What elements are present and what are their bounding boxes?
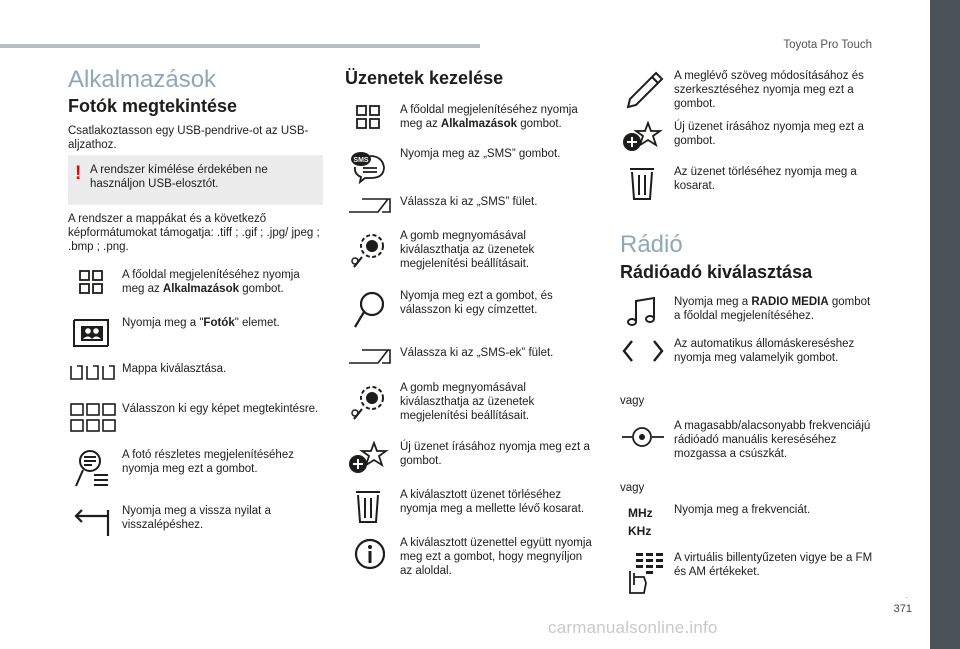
page-edge-strip (930, 0, 960, 649)
warning-icon: ! (75, 163, 82, 184)
list-item-text: A meglévő szöveg módosításához és szerkesztéséhez nyomja meg ezt a gombot. (674, 70, 864, 110)
list-item-text: Válassza ki az „SMS” fület. (400, 196, 538, 208)
intro-text: Csatlakoztasson egy USB-pendrive-ot az USB-aljzathoz. (68, 125, 309, 151)
list-item-text: A magasabb/alacsonyabb frekvenciájú rádióadó manuális kereséséhez mozgassa a csúszkát. (674, 420, 871, 460)
list-item-text: Az üzenet törléséhez nyomja meg a kosarat. (674, 166, 857, 192)
photos-icon (70, 316, 116, 358)
grid-icon (70, 268, 116, 310)
mhz-label: MHz (628, 506, 653, 520)
or-label: vagy (620, 395, 645, 407)
settings-gear-icon (348, 229, 394, 271)
sms-icon (348, 147, 394, 189)
mhz-khz-icon (622, 503, 668, 545)
details-icon (70, 448, 116, 490)
list-item-text: Nyomja meg a "Fotók" elemet. (122, 317, 280, 329)
sms-icon-label: SMS (353, 157, 369, 164)
formats-text: A rendszer a mappákat és a következő képformátumokat támogatja: .tiff ; .gif ; .jpg/ jpeg ; .bmp ; .png. (68, 213, 320, 253)
subtitle-messages: Üzenetek kezelése (345, 68, 504, 88)
list-item-text: Az automatikus állomáskereséshez nyomja meg valamelyik gombot. (674, 338, 855, 364)
watermark: carmanualsonline.info (548, 618, 718, 637)
list-item-text: Új üzenet írásához nyomja meg ezt a gombot. (400, 441, 590, 467)
list-item-text: A főoldal megjelenítéséhez nyomja meg az Alkalmazások gombot. (400, 104, 578, 130)
list-item-text: A virtuális billentyűzeten vigye be a FM és AM értékeket. (674, 552, 873, 578)
warning-text: A rendszer kímélése érdekében ne használjon USB-elosztót. (90, 164, 268, 190)
warning-box (68, 155, 323, 205)
grid-icon (348, 103, 394, 145)
search-icon (348, 289, 394, 331)
list-item-text: A kiválasztott üzenettel együtt nyomja meg ezt a gombot, hogy megnyíljon az aloldal. (400, 537, 592, 577)
list-item-text: Új üzenet írásához nyomja meg ezt a gombot. (674, 121, 864, 147)
chevrons-icon (622, 337, 668, 379)
back-arrow-icon (70, 504, 116, 546)
list-item-text: Nyomja meg ezt a gombot, és válasszon ki egy címzettet. (400, 290, 553, 316)
list-item-text: Nyomja meg a RADIO MEDIA gombot a főoldal megjelenítéséhez. (674, 296, 871, 322)
settings-gear-icon (348, 381, 394, 423)
khz-label: KHz (628, 524, 652, 538)
info-icon (348, 536, 394, 578)
pencil-icon (622, 69, 668, 111)
list-item-text: A kiválasztott üzenet törléséhez nyomja meg a mellette lévő kosarat. (400, 489, 585, 515)
list-item-text: A fotó részletes megjelenítéséhez nyomja meg ezt a gombot. (122, 449, 294, 475)
list-item-text: A gomb megnyomásával kiválaszthatja az üzenetek megjelenítési beállításait. (400, 382, 535, 422)
folder-tiles-icon (70, 362, 116, 404)
trash-icon (622, 165, 668, 207)
list-item-text: Mappa kiválasztása. (122, 363, 227, 375)
list-item-text: A gomb megnyomásával kiválaszthatja az üzenetek megjelenítési beállításait. (400, 230, 535, 270)
or-label: vagy (620, 482, 645, 494)
music-note-icon (622, 295, 668, 337)
list-item-text: Nyomja meg a frekvenciát. (674, 504, 811, 516)
slider-icon (622, 419, 668, 461)
keypad-icon (622, 551, 668, 593)
subtitle-photos: Fotók megtekintése (68, 96, 238, 116)
header-bar (0, 44, 480, 48)
list-item-text: A főoldal megjelenítéséhez nyomja meg az Alkalmazások gombot. (122, 269, 300, 295)
list-item-text: Nyomja meg az „SMS” gombot. (400, 148, 561, 160)
section-title-radio: Rádió (620, 231, 683, 258)
page-bullet: . (905, 590, 908, 600)
page-number: 371 (893, 603, 912, 615)
header-title: Toyota Pro Touch (783, 39, 872, 51)
new-message-icon (622, 120, 668, 162)
new-message-icon (348, 440, 394, 482)
trash-icon (348, 488, 394, 530)
list-item-text: Válasszon ki egy képet megtekintésre. (122, 403, 319, 415)
list-item-text: Nyomja meg a vissza nyilat a visszalépéshez. (122, 505, 271, 531)
image-grid-icon (70, 402, 116, 444)
subtitle-radio-select: Rádióadó kiválasztása (620, 262, 813, 282)
list-item-text: Válassza ki az „SMS-ek” fület. (400, 347, 554, 359)
section-title-applications: Alkalmazások (68, 66, 217, 93)
